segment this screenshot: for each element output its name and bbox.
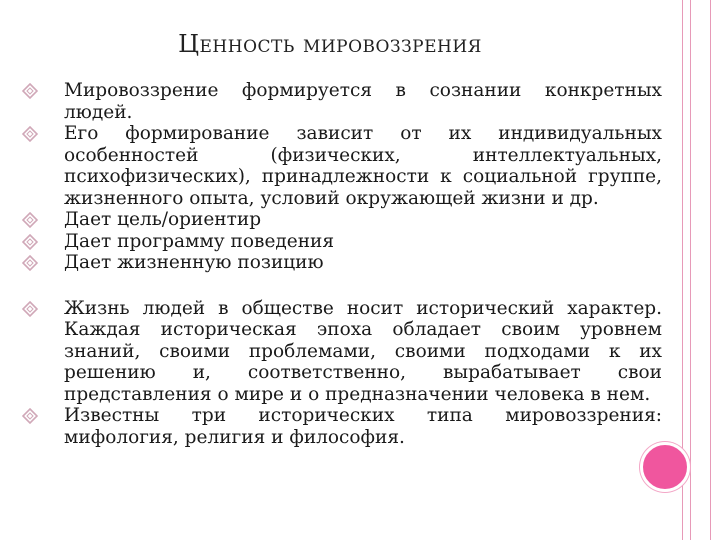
list-item [22, 252, 662, 274]
list-item [22, 298, 662, 406]
frame-line-inner [690, 0, 691, 540]
list-item [22, 80, 662, 123]
pink-circle-decoration [640, 442, 690, 492]
list-item-text: Мировоззрение формируется в сознании конкретных людей. [64, 80, 662, 123]
open-diamond-icon [22, 126, 38, 142]
open-diamond-icon [22, 408, 38, 424]
open-diamond-icon [22, 212, 38, 228]
list-item [22, 405, 662, 448]
open-diamond-icon [22, 301, 38, 317]
list-item [22, 123, 662, 209]
frame-line-edge [710, 0, 711, 540]
bullet-list [22, 80, 662, 448]
open-diamond-icon [22, 255, 38, 271]
list-item-text: Известны три исторических типа мировоззрения: мифология, религия и философия. [64, 405, 662, 448]
list-item [22, 231, 662, 253]
open-diamond-icon [22, 83, 38, 99]
list-item-text: Дает цель/ориентир [64, 209, 262, 230]
list-item [22, 209, 662, 231]
list-item-text: Дает программу поведения [64, 230, 335, 252]
slide-title: Ценность мировоззрения [178, 30, 482, 58]
list-item-text: Его формирование зависит от их индивидуальных особенностей (физических, интеллектуальных, психофизических), принадлежности к социальной группе, жизненного опыта, условий окружающей жизни и др. [64, 123, 662, 209]
list-item-text: Жизнь людей в обществе носит исторический характер. Каждая историческая эпоха обладает своим уровнем знаний, своими проблемами, своими подходами к их решению и, соответственно, вырабатывает свои представления о мире и о предназначении человека в нем. [64, 297, 662, 405]
list-item-text: Дает жизненную позицию [64, 252, 324, 273]
spacer [22, 274, 662, 298]
open-diamond-icon [22, 234, 38, 250]
